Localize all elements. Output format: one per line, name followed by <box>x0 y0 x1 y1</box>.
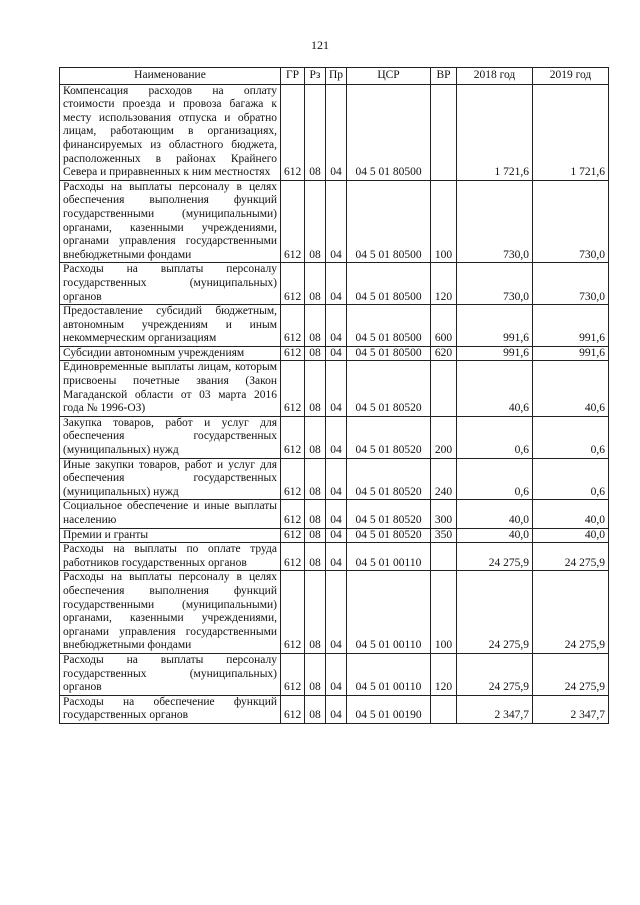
cell-pr: 04 <box>326 305 347 347</box>
cell-csr: 04 5 01 80520 <box>347 458 431 500</box>
cell-vr: 620 <box>431 346 457 361</box>
table-row <box>60 528 609 543</box>
cell-gr: 612 <box>281 653 305 695</box>
cell-csr: 04 5 01 80520 <box>347 528 431 543</box>
cell-2019: 40,0 <box>533 500 609 528</box>
cell-name: Закупка товаров, работ и услуг для обеспечения государственных (муниципальных) нужд <box>60 416 281 458</box>
header-2018: 2018 год <box>457 68 533 85</box>
cell-gr: 612 <box>281 528 305 543</box>
cell-2018: 991,6 <box>457 305 533 347</box>
cell-gr: 612 <box>281 346 305 361</box>
budget-table <box>59 67 609 724</box>
table-row <box>60 305 609 347</box>
cell-name: Компенсация расходов на оплату стоимости проезда и провоза багажа к месту использования отпуска и обратно лицам, работающим в организациях, финансируемых из областного бюджета, расположенных в районах Крайнего Севера и приравненных к ним местностях <box>60 84 281 180</box>
cell-csr: 04 5 01 80500 <box>347 180 431 263</box>
cell-pr: 04 <box>326 361 347 416</box>
cell-2018: 730,0 <box>457 180 533 263</box>
cell-name: Расходы на выплаты персоналу в целях обеспечения выполнения функций государственными (муниципальными) органами, казенными учреждениями, органами управления государственными внебюджетными фондами <box>60 180 281 263</box>
table-row <box>60 346 609 361</box>
cell-gr: 612 <box>281 695 305 723</box>
cell-pr: 04 <box>326 653 347 695</box>
cell-2019: 24 275,9 <box>533 653 609 695</box>
cell-gr: 612 <box>281 458 305 500</box>
cell-2019: 991,6 <box>533 305 609 347</box>
cell-gr: 612 <box>281 263 305 305</box>
cell-vr: 120 <box>431 263 457 305</box>
cell-2018: 24 275,9 <box>457 571 533 654</box>
cell-csr: 04 5 01 80520 <box>347 361 431 416</box>
cell-name: Иные закупки товаров, работ и услуг для обеспечения государственных (муниципальных) нужд <box>60 458 281 500</box>
header-name: Наименование <box>60 68 281 85</box>
cell-csr: 04 5 01 80500 <box>347 346 431 361</box>
cell-2019: 991,6 <box>533 346 609 361</box>
cell-pr: 04 <box>326 528 347 543</box>
cell-pr: 04 <box>326 458 347 500</box>
header-vr: ВР <box>431 68 457 85</box>
table-row <box>60 361 609 416</box>
cell-2019: 40,0 <box>533 528 609 543</box>
cell-csr: 04 5 01 80520 <box>347 416 431 458</box>
cell-2019: 730,0 <box>533 180 609 263</box>
table-row <box>60 180 609 263</box>
header-pr: Пр <box>326 68 347 85</box>
cell-gr: 612 <box>281 180 305 263</box>
cell-rz: 08 <box>305 361 326 416</box>
cell-rz: 08 <box>305 305 326 347</box>
cell-2018: 0,6 <box>457 416 533 458</box>
cell-gr: 612 <box>281 500 305 528</box>
cell-name: Социальное обеспечение и иные выплаты населению <box>60 500 281 528</box>
cell-gr: 612 <box>281 361 305 416</box>
cell-csr: 04 5 01 00110 <box>347 543 431 571</box>
cell-rz: 08 <box>305 695 326 723</box>
table-row <box>60 500 609 528</box>
cell-2018: 40,0 <box>457 528 533 543</box>
cell-2018: 40,6 <box>457 361 533 416</box>
header-gr: ГР <box>281 68 305 85</box>
cell-2018: 991,6 <box>457 346 533 361</box>
cell-pr: 04 <box>326 84 347 180</box>
cell-csr: 04 5 01 80500 <box>347 263 431 305</box>
cell-name: Расходы на выплаты персоналу государственных (муниципальных) органов <box>60 653 281 695</box>
cell-rz: 08 <box>305 416 326 458</box>
table-row <box>60 84 609 180</box>
cell-vr: 350 <box>431 528 457 543</box>
cell-2018: 2 347,7 <box>457 695 533 723</box>
cell-vr <box>431 361 457 416</box>
cell-rz: 08 <box>305 180 326 263</box>
cell-vr: 300 <box>431 500 457 528</box>
cell-2019: 0,6 <box>533 458 609 500</box>
cell-name: Расходы на выплаты персоналу в целях обеспечения выполнения функций государственными (муниципальными) органами, казенными учреждениями, органами управления государственными внебюджетными фондами <box>60 571 281 654</box>
cell-rz: 08 <box>305 346 326 361</box>
cell-2018: 0,6 <box>457 458 533 500</box>
cell-name: Предоставление субсидий бюджетным, автономным учреждениям и иным некоммерческим организациям <box>60 305 281 347</box>
header-csr: ЦСР <box>347 68 431 85</box>
cell-pr: 04 <box>326 416 347 458</box>
cell-rz: 08 <box>305 84 326 180</box>
cell-2018: 24 275,9 <box>457 653 533 695</box>
cell-csr: 04 5 01 80500 <box>347 84 431 180</box>
page-number: 121 <box>311 38 329 52</box>
cell-gr: 612 <box>281 305 305 347</box>
cell-gr: 612 <box>281 416 305 458</box>
cell-name: Расходы на выплаты по оплате труда работников государственных органов <box>60 543 281 571</box>
cell-rz: 08 <box>305 571 326 654</box>
cell-rz: 08 <box>305 500 326 528</box>
cell-vr <box>431 543 457 571</box>
cell-vr: 600 <box>431 305 457 347</box>
cell-vr: 120 <box>431 653 457 695</box>
cell-2019: 2 347,7 <box>533 695 609 723</box>
cell-2019: 0,6 <box>533 416 609 458</box>
cell-rz: 08 <box>305 528 326 543</box>
cell-2019: 24 275,9 <box>533 571 609 654</box>
table-row <box>60 653 609 695</box>
cell-rz: 08 <box>305 263 326 305</box>
cell-csr: 04 5 01 00190 <box>347 695 431 723</box>
table-row <box>60 695 609 723</box>
cell-name: Премии и гранты <box>60 528 281 543</box>
cell-csr: 04 5 01 80500 <box>347 305 431 347</box>
cell-rz: 08 <box>305 543 326 571</box>
header-rz: Рз <box>305 68 326 85</box>
cell-pr: 04 <box>326 543 347 571</box>
cell-vr: 100 <box>431 180 457 263</box>
cell-name: Субсидии автономным учреждениям <box>60 346 281 361</box>
cell-pr: 04 <box>326 695 347 723</box>
cell-vr: 100 <box>431 571 457 654</box>
cell-csr: 04 5 01 80520 <box>347 500 431 528</box>
cell-pr: 04 <box>326 263 347 305</box>
cell-vr: 200 <box>431 416 457 458</box>
cell-pr: 04 <box>326 571 347 654</box>
cell-2018: 24 275,9 <box>457 543 533 571</box>
cell-vr <box>431 84 457 180</box>
cell-2018: 40,0 <box>457 500 533 528</box>
cell-rz: 08 <box>305 458 326 500</box>
table-row <box>60 458 609 500</box>
cell-gr: 612 <box>281 571 305 654</box>
cell-2019: 1 721,6 <box>533 84 609 180</box>
cell-csr: 04 5 01 00110 <box>347 571 431 654</box>
cell-pr: 04 <box>326 500 347 528</box>
cell-pr: 04 <box>326 180 347 263</box>
table-row <box>60 263 609 305</box>
cell-name: Расходы на обеспечение функций государственных органов <box>60 695 281 723</box>
cell-name: Единовременные выплаты лицам, которым присвоены почетные звания (Закон Магаданской области от 03 марта 2016 года № 1996-ОЗ) <box>60 361 281 416</box>
header-2019: 2019 год <box>533 68 609 85</box>
cell-2018: 730,0 <box>457 263 533 305</box>
cell-gr: 612 <box>281 84 305 180</box>
cell-2019: 24 275,9 <box>533 543 609 571</box>
cell-2019: 730,0 <box>533 263 609 305</box>
cell-pr: 04 <box>326 346 347 361</box>
cell-rz: 08 <box>305 653 326 695</box>
table-row <box>60 543 609 571</box>
cell-vr <box>431 695 457 723</box>
cell-name: Расходы на выплаты персоналу государственных (муниципальных) органов <box>60 263 281 305</box>
cell-2018: 1 721,6 <box>457 84 533 180</box>
cell-vr: 240 <box>431 458 457 500</box>
table-row <box>60 571 609 654</box>
table-header-row <box>60 68 609 85</box>
cell-csr: 04 5 01 00110 <box>347 653 431 695</box>
cell-2019: 40,6 <box>533 361 609 416</box>
cell-gr: 612 <box>281 543 305 571</box>
table-row <box>60 416 609 458</box>
